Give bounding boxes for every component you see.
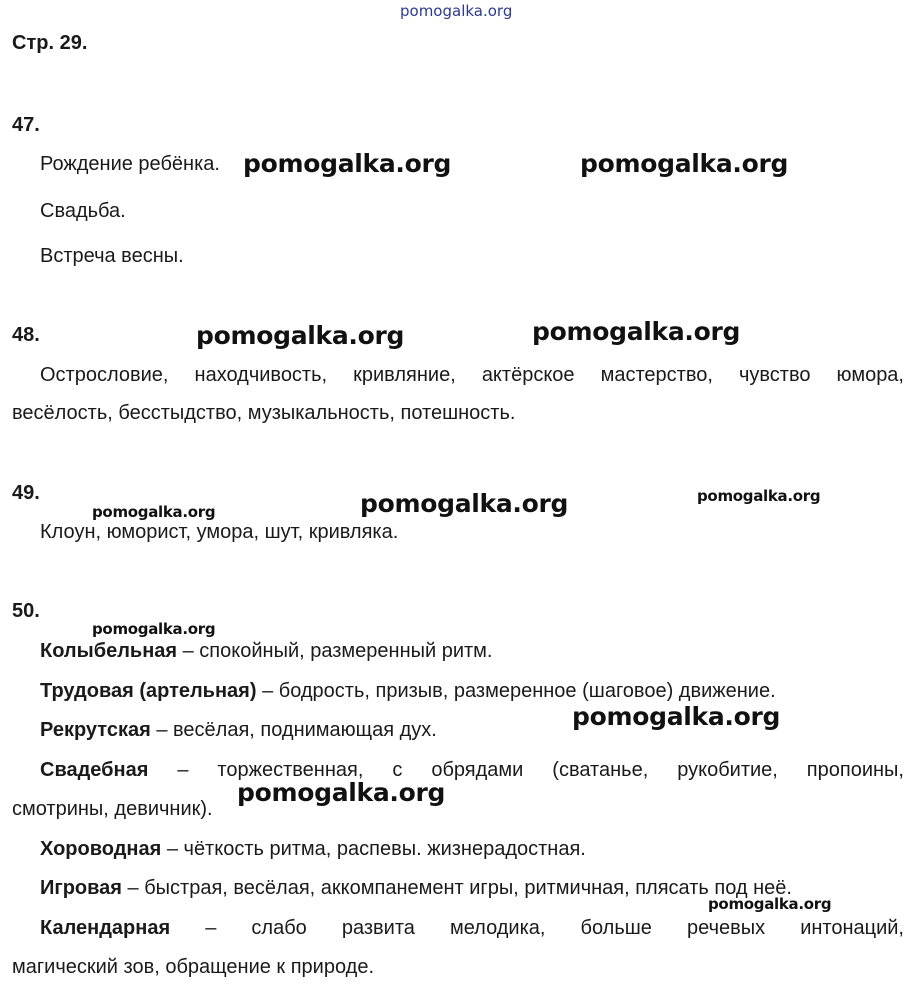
watermark: pomogalka.org: [237, 778, 446, 807]
question-number-49: 49.: [12, 482, 40, 504]
entry-term: Колыбельная: [40, 640, 178, 662]
question-number-50: 50.: [12, 600, 40, 622]
q50-entry-lullaby: [40, 639, 493, 663]
page-label: Стр. 29.: [12, 32, 88, 54]
q50-entry-game: [40, 876, 792, 900]
entry-term: Календарная: [40, 917, 171, 939]
q47-item-2: Свадьба.: [40, 200, 126, 222]
question-number-48: 48.: [12, 324, 40, 346]
entry-term: Хороводная: [40, 838, 162, 860]
q48-line-2: весёлость, бесстыдство, музыкальность, потешность.: [12, 402, 516, 424]
q47-item-1: Рождение ребёнка.: [40, 153, 220, 175]
entry-desc: – слабо развита мелодика, больше речевых интонаций,: [170, 917, 904, 939]
entry-desc: – бодрость, призыв, размеренное (шаговое) движение.: [256, 680, 776, 702]
entry-term: Рекрутская: [40, 719, 151, 741]
watermark: pomogalka.org: [92, 620, 216, 638]
watermark: pomogalka.org: [708, 895, 832, 913]
watermark: pomogalka.org: [196, 321, 405, 350]
entry-desc: – весёлая, поднимающая дух.: [150, 719, 437, 741]
q49-text: Клоун, юморист, умора, шут, кривляка.: [40, 521, 399, 543]
watermark: pomogalka.org: [360, 489, 569, 518]
entry-desc: – спокойный, размеренный ритм.: [177, 640, 493, 662]
entry-desc: – быстрая, весёлая, аккомпанемент игры, ритмичная, плясать под неё.: [121, 877, 792, 899]
entry-desc: – чёткость ритма, распевы. жизнерадостная.: [161, 838, 586, 860]
q50-entry-recruit: [40, 718, 437, 742]
watermark: pomogalka.org: [532, 317, 741, 346]
entry-term: Игровая: [40, 877, 122, 899]
question-number-47: 47.: [12, 114, 40, 136]
watermark: pomogalka.org: [92, 503, 216, 521]
q47-item-3: Встреча весны.: [40, 245, 184, 267]
watermark-top: pomogalka.org: [400, 2, 513, 20]
q50-entry-round-dance: [40, 837, 586, 861]
entry-term: Свадебная: [40, 759, 149, 781]
q50-entry-wedding-cont: смотрины, девичник).: [12, 798, 213, 820]
q50-entry-work: [40, 679, 776, 703]
entry-term: Трудовая (артельная): [40, 680, 257, 702]
watermark: pomogalka.org: [572, 702, 781, 731]
q50-entry-wedding: [40, 758, 904, 782]
watermark: pomogalka.org: [697, 487, 821, 505]
entry-desc: – торжественная, с обрядами (сватанье, рукобитие, пропоины,: [148, 759, 904, 781]
q50-entry-calendar: [40, 916, 904, 940]
q50-entry-calendar-cont: магический зов, обращение к природе.: [12, 956, 375, 978]
q48-line-1: Острословие, находчивость, кривляние, актёрское мастерство, чувство юмора,: [40, 364, 904, 386]
watermark: pomogalka.org: [580, 149, 789, 178]
watermark: pomogalka.org: [243, 149, 452, 178]
